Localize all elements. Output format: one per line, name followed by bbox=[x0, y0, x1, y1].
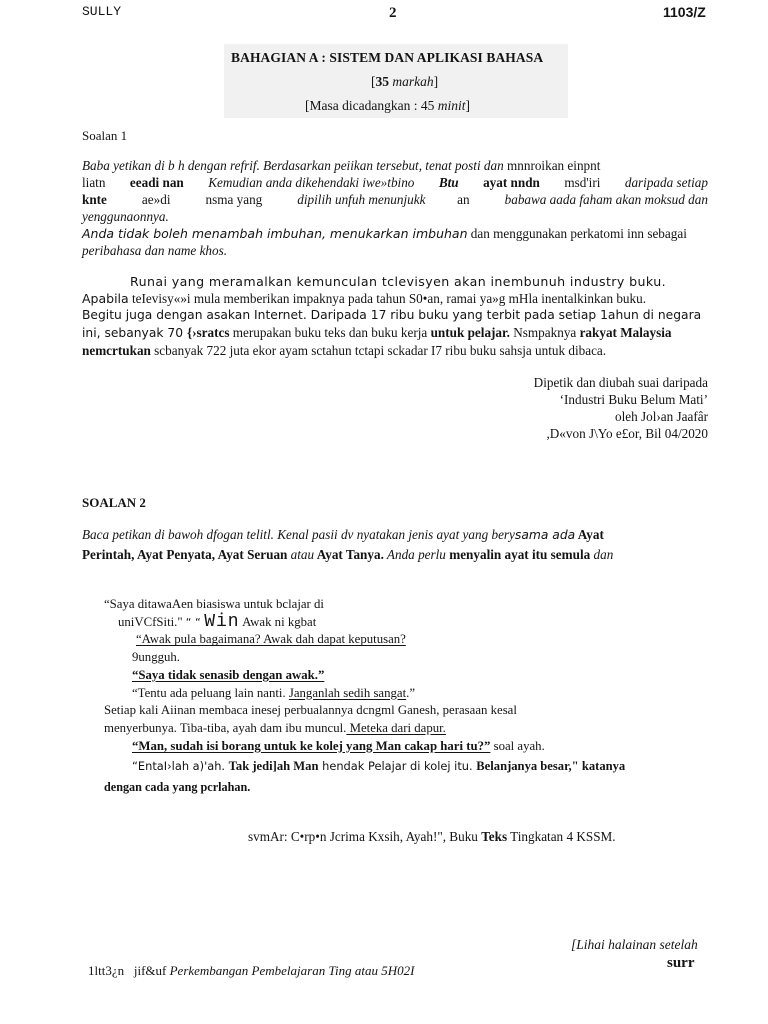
passage-line: dengan cada yang pcrlahan. bbox=[104, 780, 251, 795]
section-title: BAHAGIAN A : SISTEM DAN APLIKASI BAHASA bbox=[231, 50, 544, 65]
question-2-label: SOALAN 2 bbox=[82, 495, 146, 510]
passage-line: “Awak pula bagaimana? Awak dah dapat keputusan? bbox=[136, 632, 406, 647]
next-page-note: [Lihai halainan setelah bbox=[571, 937, 698, 952]
instruction-line: Baca petikan di bawoh dfogan telitl. Kenal pasii dv nyatakan jenis ayat yang berysama ada Ayat bbox=[82, 527, 604, 542]
passage-line: uniVCfSiti." “ “ Win Awak ni kgbat bbox=[118, 611, 317, 632]
source-line: ‘Industri Buku Belum Mati’ bbox=[559, 392, 708, 407]
source-line: Dipetik dan diubah suai daripada bbox=[533, 375, 708, 390]
passage-line: “Saya tidak senasib dengan awak.” bbox=[132, 667, 325, 682]
question-1-label: Soalan 1 bbox=[82, 128, 128, 143]
question-2-instruction bbox=[82, 525, 708, 564]
source-line: oleh Jol›an Jaafâr bbox=[614, 409, 708, 424]
passage-line: Runai yang meramalkan kemunculan tclevisyen akan inembunuh industry buku. bbox=[130, 274, 666, 289]
paper-code: 1103/Z bbox=[663, 4, 706, 20]
question-1-instruction bbox=[82, 157, 708, 259]
passage-line: “EntaI›lah a)'ah. Tak jedi]ah Man hendak Pelajar di kolej itu. Belanjanya besar," katanya bbox=[132, 759, 626, 774]
passage-line: “Tentu ada peluang lain nanti. Janganlah sedih sangat.” bbox=[132, 685, 416, 700]
instruction-line: Perintah, Ayat Penyata, Ayat Seruan atau Ayat Tanya. Anda perlu menyalin ayat itu semula dan bbox=[82, 547, 614, 562]
passage-line: nemcrtukan scbanyak 722 juta ekor ayam sctahun tctapi sckadar I7 ribu buku sahsja untuk dibaca. bbox=[82, 343, 607, 358]
passage-line: Begitu juga dengan asakan Internet. Daripada 17 ribu buku yang terbit pada setiap 1ahun di negara bbox=[82, 308, 702, 322]
passage-line: “Man, sudah isi borang untuk ke kolej yang Man cakap hari tu?” soal ayah. bbox=[132, 738, 545, 753]
question-1-passage bbox=[82, 273, 708, 359]
passage-line: Setiap kali Aiinan membaca inesej perbualannya dcngml Ganesh, perasaan kesal bbox=[104, 703, 517, 718]
passage-line: ini, sebanyak 70 {›sratcs merupakan buku teks dan buku kerja untuk pelajar. Nsmpaknya rakyat Malaysia bbox=[82, 325, 672, 340]
footer-left: 1ltt3¿n jif&uf Perkembangan Pembelajaran Ting atau 5H02I bbox=[88, 963, 415, 978]
instruction-line: Baba yetikan di b h dengan refrif. Berdasarkan peiikan tersebut, tenat posti dan mnnroikan einpnt bbox=[82, 158, 601, 173]
header-left-text: SULLY bbox=[82, 4, 122, 19]
source-line: ,D«von J\Yo e£or, Bil 04/2020 bbox=[546, 426, 708, 441]
passage-line: Apabila teIevisy«»i mula memberikan impaknya pada tahun S0•an, ramai ya»g mHla inentalkinkan buku. bbox=[82, 291, 647, 306]
instruction-line: knte ae»di nsma yang dipilih unfuh menunjukk an babawa aada faham akan moksud dan bbox=[82, 192, 708, 207]
section-time: [Masa dicadangkan : 45 minit] bbox=[305, 98, 470, 113]
instruction-line: liatn eeadi nan Kemudian anda dikehendaki iwe»tbino Btu ayat nndn msd'iri daripada setiap bbox=[82, 175, 708, 190]
passage-line: menyerbunya. Tiba-tiba, ayah dam ibu muncul. Meteka dari dapur. bbox=[104, 720, 446, 735]
passage-line: “Saya ditawaAen biasiswa untuk bclajar di bbox=[104, 597, 324, 611]
instruction-line: yenggunaonnya. bbox=[82, 209, 169, 224]
question-2-passage bbox=[104, 596, 708, 797]
passage-line: 9ungguh. bbox=[132, 650, 180, 665]
sulit-mark: surr bbox=[667, 955, 695, 971]
instruction-line: peribahasa dan name khos. bbox=[82, 243, 228, 258]
question-1-source bbox=[400, 374, 708, 442]
instruction-line: Anda tidak boleh menambah imbuhan, menukarkan imbuhan dan menggunakan perkatomi inn sebagai bbox=[82, 226, 687, 241]
section-marks: [35 markah] bbox=[371, 74, 439, 89]
page-number: 2 bbox=[389, 5, 397, 21]
question-2-source: svmAr: C•rp•n Jcrima Kxsih, Ayah!", Buku Teks Tingkatan 4 KSSM. bbox=[248, 829, 616, 844]
